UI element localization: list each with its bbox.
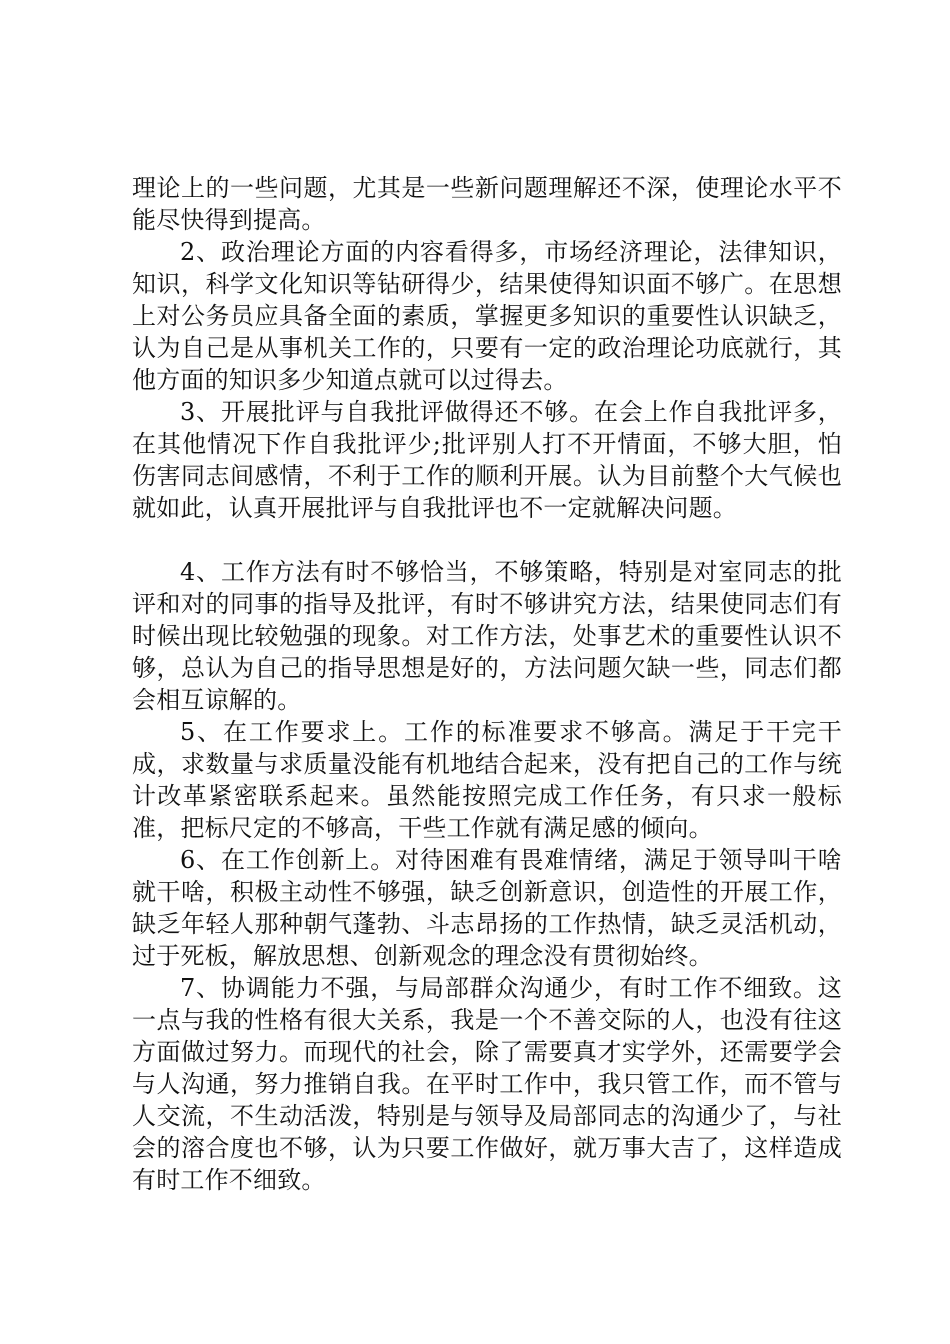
paragraph-continued: 理论上的一些问题，尤其是一些新问题理解还不深，使理论水平不能尽快得到提高。 <box>132 174 842 234</box>
paragraph-item-2: 2、政治理论方面的内容看得多，市场经济理论，法律知识，知识，科学文化知识等钻研得少，结果使得知识面不够广。在思想上对公务员应具备全面的素质，掌握更多知识的重要性认识缺乏，认为自己是从事机关工作的，只要有一定的政治理论功底就行，其他方面的知识多少知道点就可以过得去。 <box>132 238 842 394</box>
paragraph-item-3: 3、开展批评与自我批评做得还不够。在会上作自我批评多，在其他情况下作自我批评少;批评别人打不开情面，不够大胆，怕伤害同志间感情，不利于工作的顺利开展。认为目前整个大气候也就如此，认真开展批评与自我批评也不一定就解决问题。 <box>132 398 842 522</box>
paragraph-spacer <box>132 524 842 556</box>
paragraph-item-6: 6、在工作创新上。对待困难有畏难情绪，满足于领导叫干啥就干啥，积极主动性不够强，缺乏创新意识，创造性的开展工作，缺乏年轻人那种朝气蓬勃、斗志昂扬的工作热情，缺乏灵活机动，过于死板，解放思想、创新观念的理念没有贯彻始终。 <box>132 846 842 970</box>
paragraph-item-7: 7、协调能力不强，与局部群众沟通少，有时工作不细致。这一点与我的性格有很大关系，我是一个不善交际的人，也没有往这方面做过努力。而现代的社会，除了需要真才实学外，还需要学会与人沟通，努力推销自我。在平时工作中，我只管工作，而不管与人交流，不生动活泼，特别是与领导及局部同志的沟通少了，与社会的溶合度也不够，认为只要工作做好，就万事大吉了，这样造成有时工作不细致。 <box>132 974 842 1194</box>
document-body <box>132 172 842 1196</box>
paragraph-item-4: 4、工作方法有时不够恰当，不够策略，特别是对室同志的批评和对的同事的指导及批评，有时不够讲究方法，结果使同志们有时候出现比较勉强的现象。对工作方法，处事艺术的重要性认识不够，总认为自己的指导思想是好的，方法问题欠缺一些，同志们都会相互谅解的。 <box>132 558 842 714</box>
paragraph-item-5: 5、在工作要求上。工作的标准要求不够高。满足于干完干成，求数量与求质量没能有机地结合起来，没有把自己的工作与统计改革紧密联系起来。虽然能按照完成工作任务，有只求一般标准，把标尺定的不够高，干些工作就有满足感的倾向。 <box>132 718 842 842</box>
